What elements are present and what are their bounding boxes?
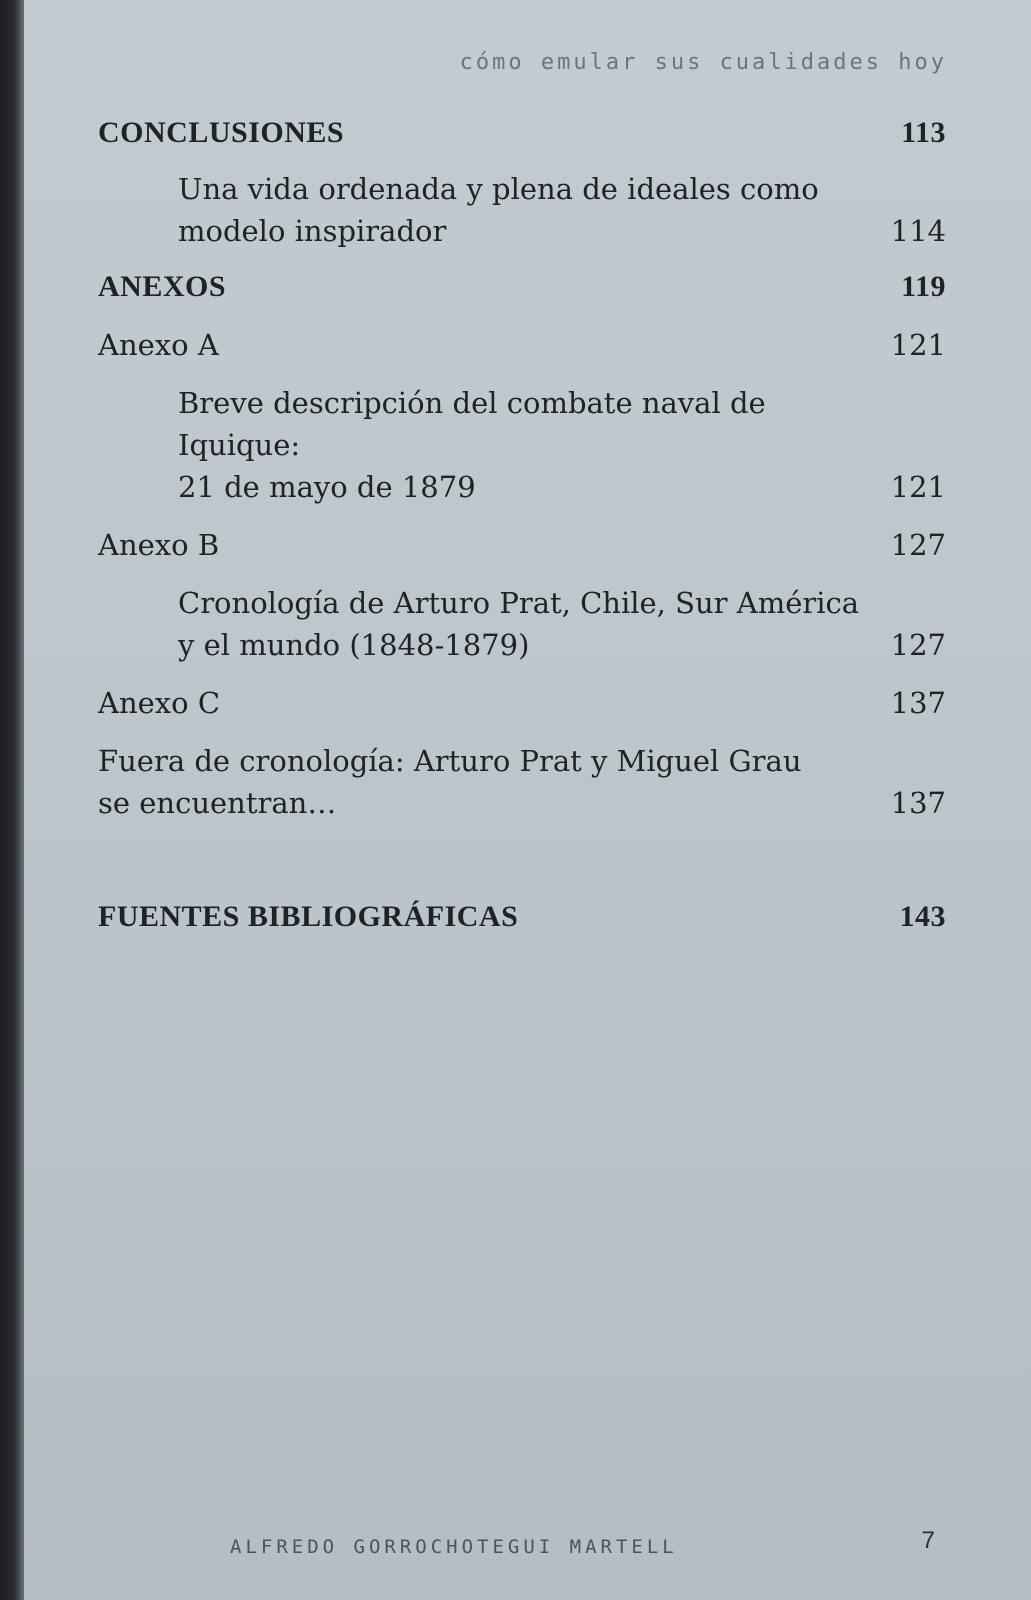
toc-entry-anexo-a-sub[interactable] (98, 382, 946, 508)
toc-page-number: 121 (890, 470, 946, 504)
toc-entry-fuentes[interactable] (98, 896, 946, 938)
toc-entry-title: Anexo B (98, 528, 220, 562)
toc-entry-title: ANEXOS (98, 270, 227, 303)
toc-entry-line-1: Una vida ordenada y plena de ideales como (178, 172, 819, 206)
running-head: cómo emular sus cualidades hoy (459, 50, 947, 75)
toc-entry-line-2: 21 de mayo de 1879 (178, 470, 476, 504)
toc-page-number: 143 (899, 900, 946, 933)
toc-page-number: 127 (890, 628, 946, 662)
toc-entry-conclusiones[interactable] (98, 112, 946, 154)
toc-entry-title: Anexo A (98, 328, 219, 362)
toc-entry-line-2: modelo inspirador (178, 214, 447, 248)
toc-entry-conclusiones-sub[interactable] (98, 168, 946, 252)
toc-entry-title: FUENTES BIBLIOGRÁFICAS (98, 900, 519, 933)
toc-page-number: 127 (890, 528, 946, 562)
toc-page-number: 121 (890, 328, 946, 362)
toc-page-number: 113 (901, 116, 946, 149)
toc-page-number: 114 (890, 214, 946, 248)
toc-page-number: 137 (890, 686, 946, 720)
table-of-contents (98, 112, 946, 938)
toc-entry-anexo-b-sub[interactable] (98, 582, 946, 666)
toc-entry-anexo-b[interactable] (98, 524, 946, 566)
toc-page-number: 137 (890, 786, 946, 820)
toc-entry-anexo-c-sub[interactable] (98, 740, 946, 824)
toc-entry-anexos[interactable] (98, 266, 946, 308)
toc-entry-line-1: Breve descripción del combate naval de Iquique: (178, 386, 766, 462)
toc-entry-title: Anexo C (98, 686, 221, 720)
footer-author: ALFREDO GORROCHOTEGUI MARTELL (230, 1536, 678, 1558)
toc-entry-line-1: Fuera de cronología: Arturo Prat y Miguel Grau (98, 744, 802, 778)
toc-page-number: 119 (901, 270, 946, 303)
book-spine-shadow (0, 0, 24, 1600)
toc-entry-line-2: se encuentran… (98, 786, 337, 820)
toc-entry-title: CONCLUSIONES (98, 116, 345, 149)
toc-entry-line-2: y el mundo (1848-1879) (178, 628, 530, 662)
toc-entry-line-1: Cronología de Arturo Prat, Chile, Sur América (178, 586, 860, 620)
footer-page-number: 7 (921, 1527, 935, 1554)
toc-entry-anexo-a[interactable] (98, 324, 946, 366)
toc-entry-anexo-c[interactable] (98, 682, 946, 724)
